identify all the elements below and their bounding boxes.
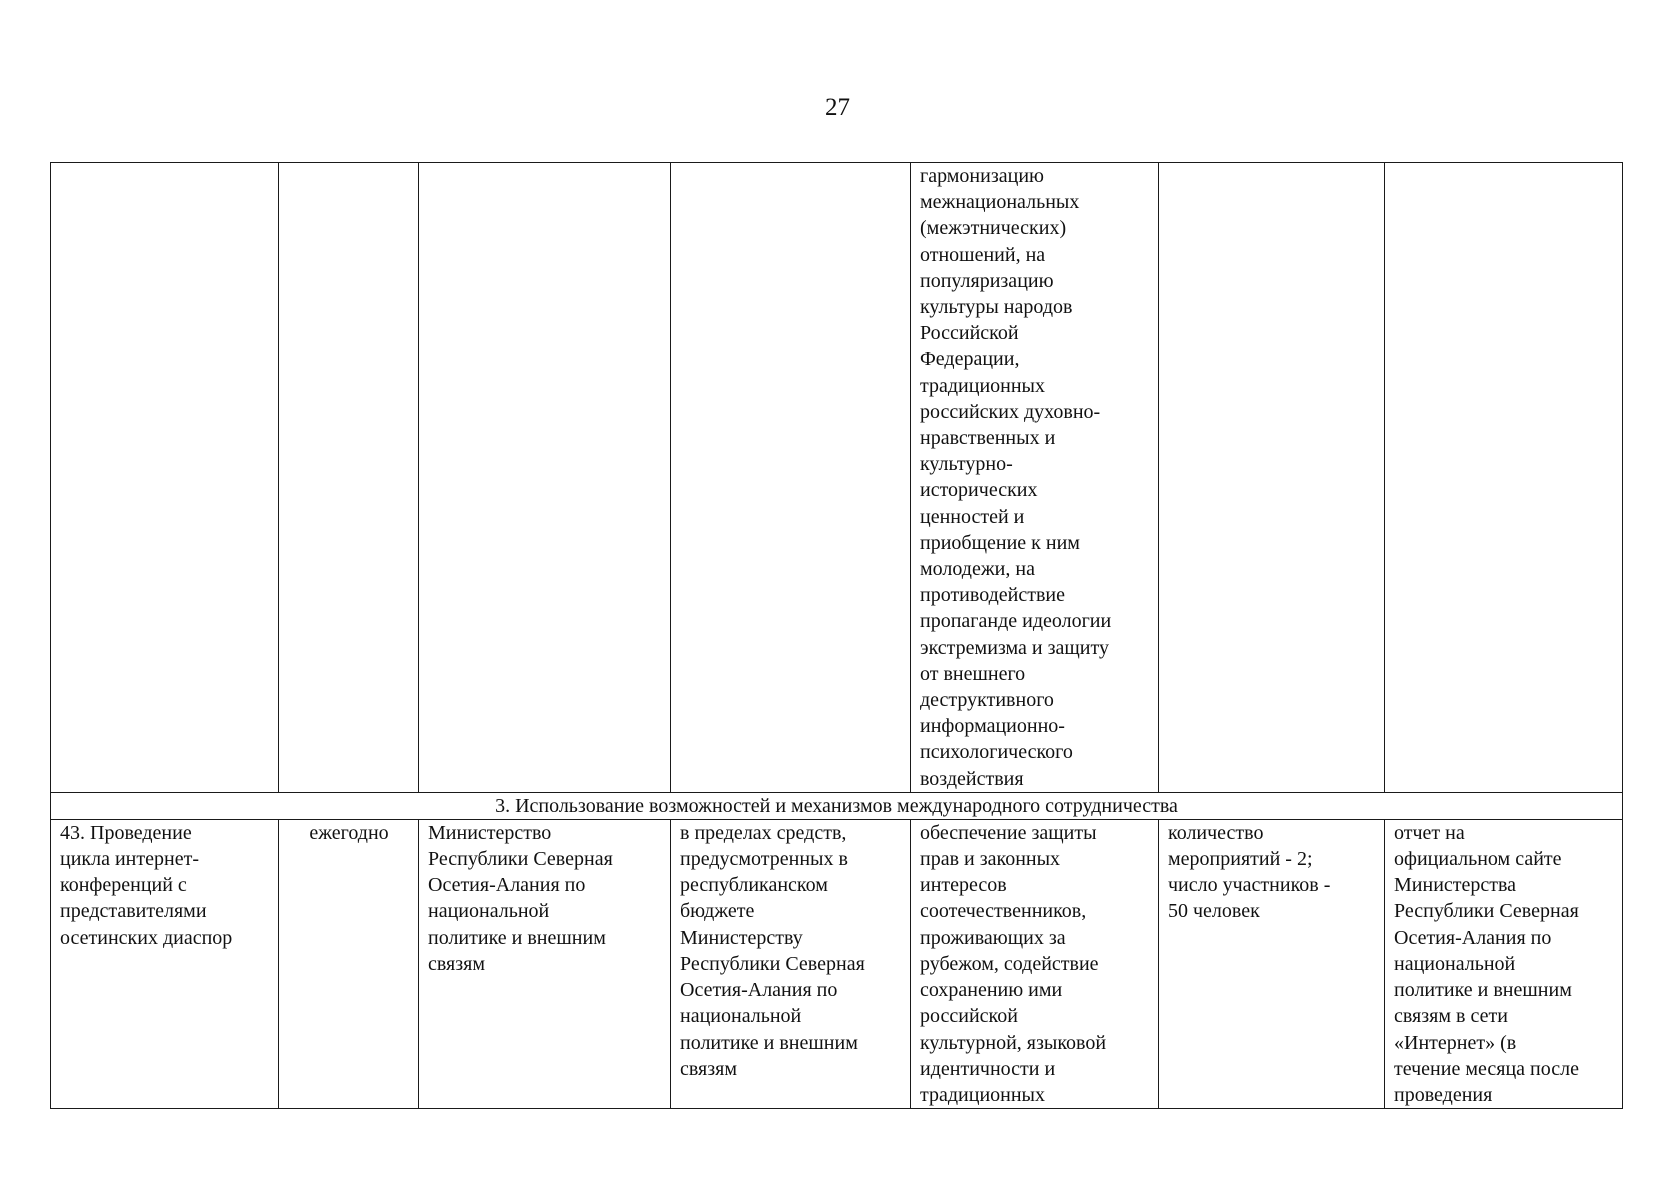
table-cell-expected-results: гармонизацию межнациональных (межэтнических) отношений, на популяризацию культуры народов Российской Федерации, традиционных российских духовно- нравственных и культурно- исторических ценностей и приобщение к ним молодежи, на противодействие пропаганде идеологии экстремизма и защиту от внешнего деструктивного информационно- психологического воздействия [911, 163, 1159, 793]
measures-table [50, 162, 1623, 1109]
table-row-continuation [51, 163, 1623, 793]
table-cell [1159, 163, 1385, 793]
table-cell [51, 163, 279, 793]
table-cell [419, 163, 671, 793]
section-header: 3. Использование возможностей и механизмов международного сотрудничества [51, 792, 1623, 819]
table-cell-deadline: ежегодно [279, 819, 419, 1108]
table-cell [279, 163, 419, 793]
table-row-item-43 [51, 819, 1623, 1108]
table-cell-measure-name: 43. Проведение цикла интернет- конференций с представителями осетинских диаспор [51, 819, 279, 1108]
section-header-row [51, 792, 1623, 819]
table-cell [671, 163, 911, 793]
page-number: 27 [825, 94, 850, 121]
table-cell-expected-results: обеспечение защиты прав и законных интересов соотечественников, проживающих за рубежом, содействие сохранению ими российской культурной, языковой идентичности и традиционных [911, 819, 1159, 1108]
table-cell-indicators: количество мероприятий - 2; число участников - 50 человек [1159, 819, 1385, 1108]
table-cell-executor: Министерство Республики Северная Осетия-Алания по национальной политике и внешним связям [419, 819, 671, 1108]
table-cell-funding: в пределах средств, предусмотренных в республиканском бюджете Министерству Республики Северная Осетия-Алания по национальной политике и внешним связям [671, 819, 911, 1108]
table-cell [1385, 163, 1623, 793]
table-cell-report-form: отчет на официальном сайте Министерства Республики Северная Осетия-Алания по национальной политике и внешним связям в сети «Интернет» (в течение месяца после проведения [1385, 819, 1623, 1108]
